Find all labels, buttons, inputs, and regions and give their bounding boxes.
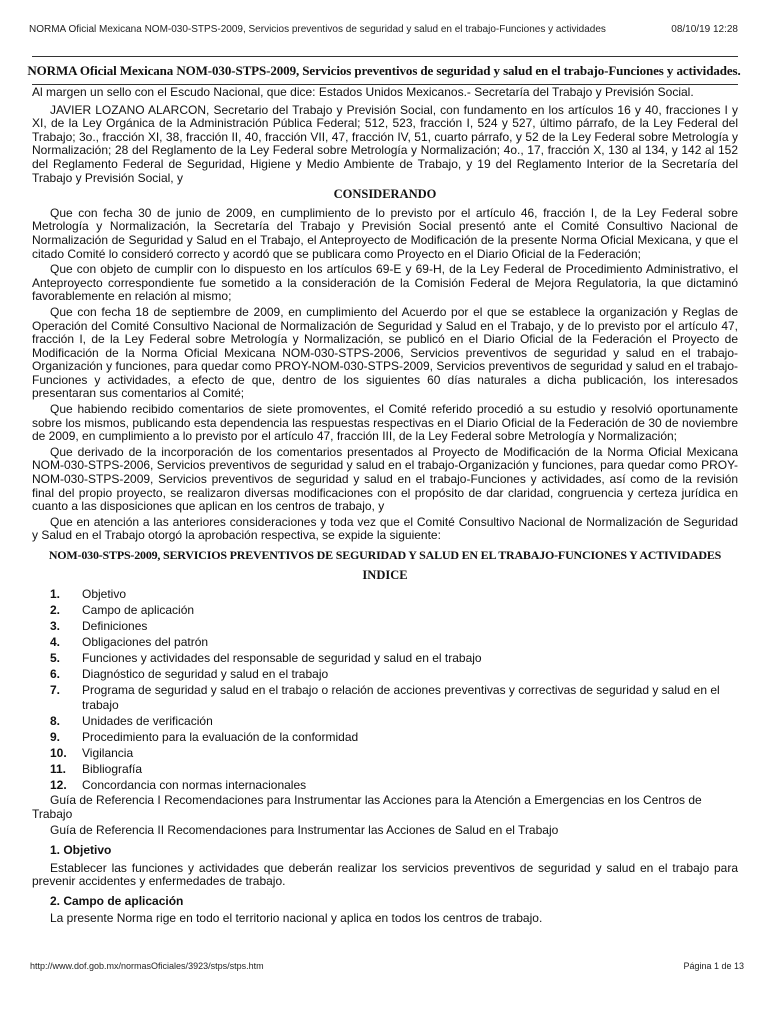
index-item: [32, 603, 738, 618]
index-item: [32, 619, 738, 634]
norm-title: NOM-030-STPS-2009, SERVICIOS PREVENTIVOS DE SEGURIDAD Y SALUD EN EL TRABAJO-FUNCIONES Y ACTIVIDADES: [48, 548, 722, 562]
considerando-paragraph: Que en atención a las anteriores consideraciones y toda vez que el Comité Consultivo Nacional de Normalización de Seguridad y Salud en el Trabajo otorgó la aprobación respectiva, se expide la siguiente:: [32, 514, 738, 543]
index-number: 6.: [50, 667, 61, 682]
index-item: [32, 730, 738, 745]
intro-paragraph: Al margen un sello con el Escudo Nacional, que dice: Estados Unidos Mexicanos.- Secretaría del Trabajo y Previsión Social.: [32, 85, 694, 99]
index-item: [32, 778, 738, 793]
index-item: [32, 651, 738, 666]
index-number: 8.: [50, 713, 61, 728]
index-number: 1.: [50, 587, 61, 602]
print-header-title: NORMA Oficial Mexicana NOM-030-STPS-2009, Servicios preventivos de seguridad y salud en el trabajo-Funciones y actividades: [29, 24, 606, 35]
index-list: [32, 587, 738, 792]
considerando-paragraph: Que derivado de la incorporación de los comentarios presentados al Proyecto de Modificación de la Norma Oficial Mexicana NOM-030-STPS-2006, Servicios preventivos de seguridad y salud en el trabajo-Organización y funciones, para quedar como PROY-NOM-030-STPS-2009, Servicios preventivos de seguridad y salud en el trabajo-Funciones y actividades, así como de la revisión final del propio proyecto, se realizaron diversas modificaciones con el propósito de dar claridad, congruencia y certeza jurídica en cuanto a las disposiciones que aplican en los centros de trabajo, y: [32, 444, 738, 514]
index-number: 2.: [50, 603, 61, 618]
index-text: Campo de aplicación: [82, 603, 195, 618]
index-item: [32, 587, 738, 602]
intro-paragraph: JAVIER LOZANO ALARCON, Secretario del Trabajo y Previsión Social, con fundamento en los artículos 16 y 40, fracciones I y XI, de la Ley Orgánica de la Administración Pública Federal; 512, 523, fracción I, 524 y 527, último párrafo, de la Ley Federal del Trabajo; 3o., fracción XI, 38, fracción II, 40, fracción VII, 47, fracción IV, 51, cuarto párrafo, y 52 de la Ley Federal sobre Metrología y Normalización; 28 del Reglamento de la Ley Federal sobre Metrología y Normalización; 4o., 17, fracción X, 130 al 134, y 142 al 152 del Reglamento Federal de Seguridad, Higiene y Medio Ambiente de Trabajo, y 19 del Reglamento Interior de la Secretaría del Trabajo y Previsión Social, y: [32, 102, 738, 185]
index-item: [32, 762, 738, 777]
source-url: http://www.dof.gob.mx/normasOficiales/3923/stps/stps.htm: [30, 961, 264, 971]
considerando-paragraph: Que con objeto de cumplir con lo dispuesto en los artículos 69-E y 69-H, de la Ley Federal de Procedimiento Administrativo, el Anteproyecto correspondiente fue sometido a la consideración de la Comisión Federal de Mejora Regulatoria, la que dictaminó favorablemente en relación al mismo;: [32, 262, 738, 304]
print-header: [29, 24, 738, 36]
index-number: 11.: [50, 761, 67, 776]
section-body-objetivo: Establecer las funciones y actividades que deberán realizar los servicios preventivos de seguridad y salud en el trabajo para prevenir accidentes y enfermedades de trabajo.: [32, 860, 738, 889]
index-item: [32, 746, 738, 761]
index-text: Funciones y actividades del responsable de seguridad y salud en el trabajo: [82, 651, 482, 666]
index-text: Bibliografía: [82, 761, 143, 776]
index-heading: INDICE: [362, 567, 408, 582]
considerando-paragraph: Que con fecha 18 de septiembre de 2009, en cumplimiento del Acuerdo por el que se establece la organización y Reglas de Operación del Comité Consultivo Nacional de Normalización de Seguridad y Salud en el Trabajo, y de lo previsto por el artículo 47, fracción I, de la Ley Federal sobre Metrología y Normalización, se publicó en el Diario Oficial de la Federación el Proyecto de Modificación de la Norma Oficial Mexicana NOM-030-STPS-2006, Servicios preventivos de seguridad y salud en el trabajo-Organización y funciones, para quedar como PROY-NOM-030-STPS-2009, Servicios preventivos de seguridad y salud en el trabajo-Funciones y actividades, a efecto de que, dentro de los siguientes 60 días naturales a dicha publicación, los interesados presentaran sus comentarios al Comité;: [32, 304, 738, 401]
document-body: [32, 86, 738, 928]
print-footer: [30, 961, 744, 971]
index-text: Concordancia con normas internacionales: [82, 777, 307, 792]
index-text: Programa de seguridad y salud en el trabajo o relación de acciones preventivas y correctivas de seguridad y salud en el trabajo: [82, 683, 720, 712]
document-title: NORMA Oficial Mexicana NOM-030-STPS-2009, Servicios preventivos de seguridad y salud en el trabajo-Funciones y actividades.: [27, 63, 741, 78]
page-number: Página 1 de 13: [683, 961, 744, 971]
index-number: 3.: [50, 619, 61, 634]
index-number: 5.: [50, 651, 61, 666]
considerando-paragraph: Que habiendo recibido comentarios de siete promoventes, el Comité referido procedió a su estudio y resolvió oportunamente sobre los mismos, publicando esta dependencia las respuestas respectivas en el Diario Oficial de la Federación de 30 de noviembre de 2009, en cumplimiento a lo previsto por el artículo 47, fracción III, de la Ley Federal sobre Metrología y Normalización;: [32, 402, 738, 444]
considerando-heading: CONSIDERANDO: [333, 187, 437, 202]
index-number: 7.: [50, 683, 61, 698]
considerando-paragraph: Que con fecha 30 de junio de 2009, en cumplimiento de lo previsto por el artículo 46, fracción I, de la Ley Federal sobre Metrología y Normalización, la Secretaría del Trabajo y Previsión Social presentó ante el Comité Consultivo Nacional de Normalización de Seguridad y Salud en el Trabajo, el Anteproyecto de Modificación de la presente Norma Oficial Mexicana, y que el citado Comité lo consideró correcto y acordó que se publicara como Proyecto en el Diario Oficial de la Federación;: [32, 205, 738, 261]
index-number: 9.: [50, 729, 61, 744]
section-heading-campo: 2. Campo de aplicación: [50, 893, 184, 908]
index-text: Definiciones: [82, 619, 148, 634]
index-number: 12.: [50, 777, 67, 792]
print-header-datetime: 08/10/19 12:28: [671, 24, 738, 35]
reference-guide: Guía de Referencia I Recomendaciones para Instrumentar las Acciones para la Atención a Emergencias en los Centros de Trabajo: [32, 793, 702, 821]
index-item: [32, 667, 738, 682]
section-heading-objetivo: 1. Objetivo: [50, 842, 112, 857]
title-rule-top: [32, 56, 738, 57]
index-item: [32, 635, 738, 650]
reference-guide: Guía de Referencia II Recomendaciones para Instrumentar las Acciones de Salud en el Trabajo: [50, 823, 559, 838]
index-number: 10.: [50, 745, 67, 760]
index-item: [32, 683, 738, 712]
section-body-campo: La presente Norma rige en todo el territorio nacional y aplica en todos los centros de trabajo.: [50, 911, 543, 926]
index-text: Diagnóstico de seguridad y salud en el trabajo: [82, 667, 329, 682]
index-text: Unidades de verificación: [82, 713, 213, 728]
index-text: Obligaciones del patrón: [82, 635, 209, 650]
index-item: [32, 714, 738, 729]
index-text: Procedimiento para la evaluación de la conformidad: [82, 729, 359, 744]
index-text: Objetivo: [82, 587, 127, 602]
index-number: 4.: [50, 635, 61, 650]
index-text: Vigilancia: [82, 745, 134, 760]
